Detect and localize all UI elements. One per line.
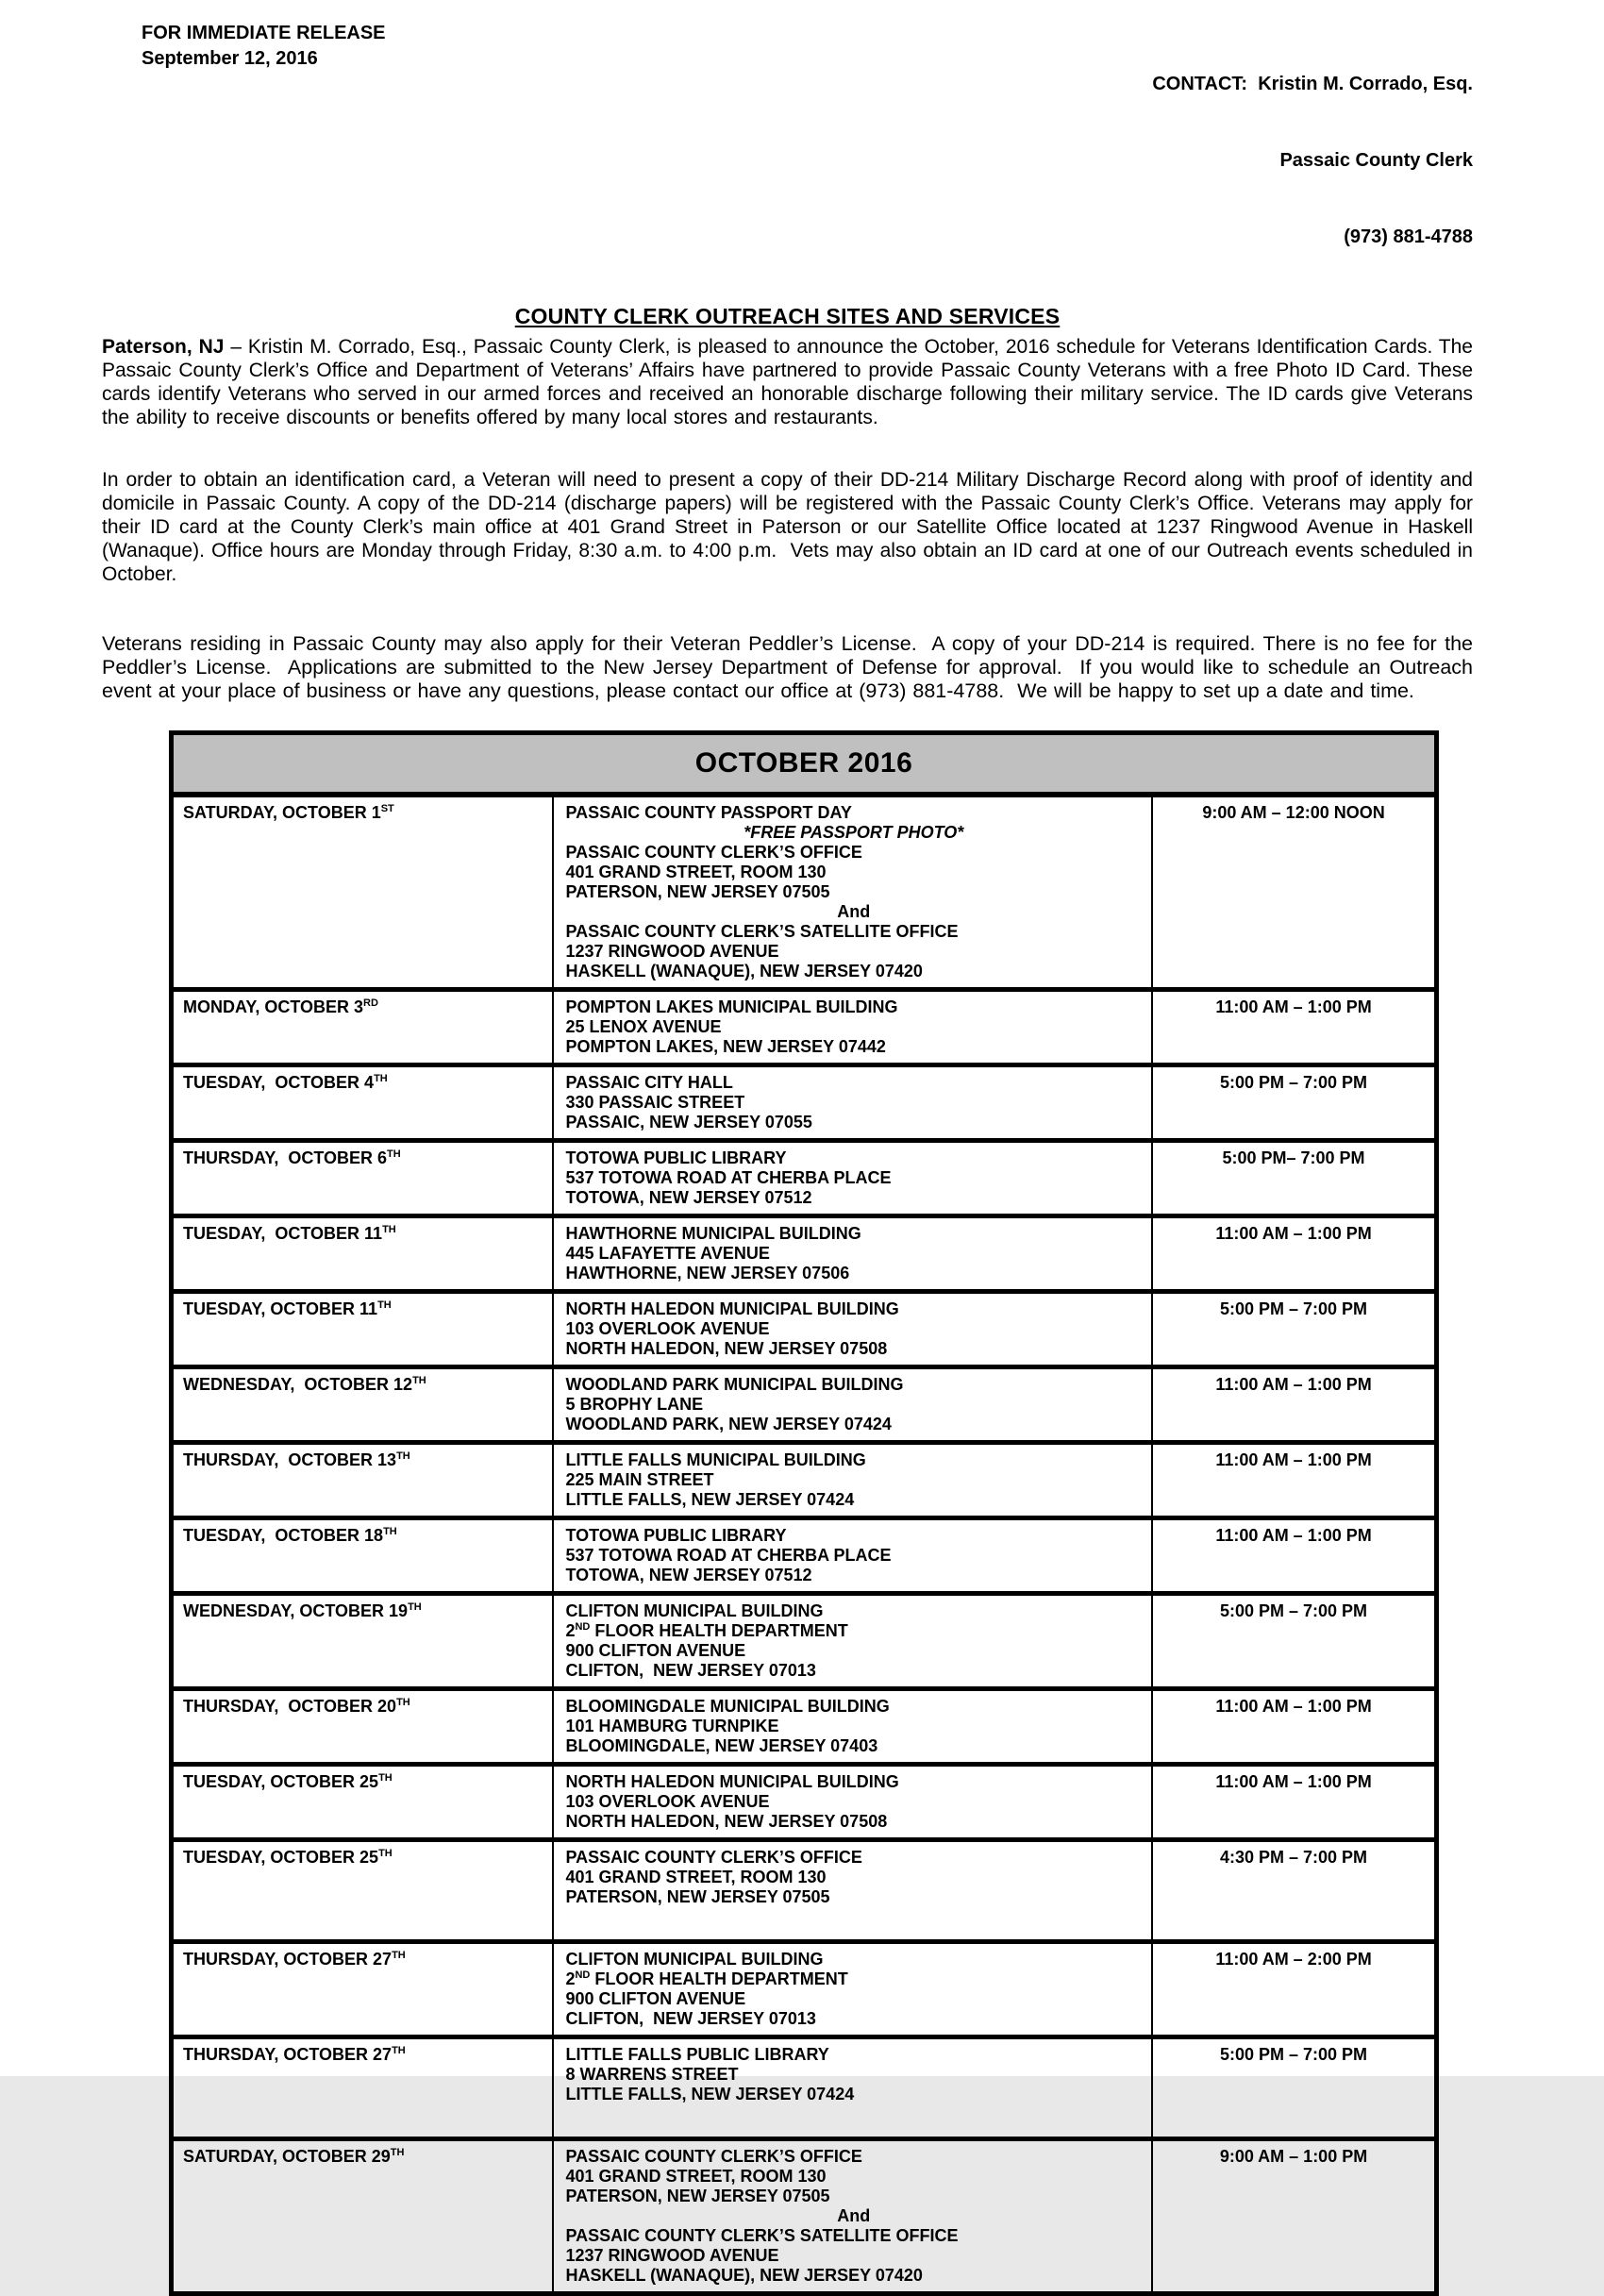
- location-line: 25 LENOX AVENUE: [565, 1017, 722, 1036]
- location-line: LITTLE FALLS MUNICIPAL BUILDING: [565, 1450, 866, 1469]
- contact-block: [1152, 21, 1473, 301]
- event-time-cell: 11:00 AM – 2:00 PM: [1215, 1950, 1372, 1969]
- table-row: [174, 1516, 1434, 1591]
- event-location-cell: [554, 2141, 1153, 2291]
- event-location-cell: [554, 1944, 1153, 2035]
- page-title: COUNTY CLERK OUTREACH SITES AND SERVICES: [514, 304, 1061, 328]
- table-row: [174, 987, 1434, 1063]
- event-time-cell: 5:00 PM – 7:00 PM: [1219, 1299, 1368, 1318]
- event-location-cell: [554, 1143, 1153, 1214]
- schedule-rows: [174, 797, 1434, 2291]
- event-date-cell: WEDNESDAY, OCTOBER 19TH: [174, 1596, 554, 1686]
- intro-paragraph: Paterson, NJ – Kristin M. Corrado, Esq., Passaic County Clerk, is pleased to announce the October, 2016 schedule for Veterans Identification Cards. The Passaic County Clerk’s Office and Department of Veterans’ Affairs have partnered to provide Passaic County Veterans with a free Photo ID Card. These cards identify Veterans who served in our armed forces and received an honorable discharge following their military service. The ID cards give Veterans the ability to receive discounts or benefits offered by many local stores and restaurants.: [102, 336, 1479, 428]
- location-line: WOODLAND PARK, NEW JERSEY 07424: [565, 1415, 892, 1433]
- event-location-cell: [554, 1767, 1153, 1837]
- contact-label: CONTACT:: [1152, 74, 1248, 94]
- location-line: LITTLE FALLS, NEW JERSEY 07424: [565, 2085, 855, 2103]
- event-date-cell: THURSDAY, OCTOBER 20TH: [174, 1691, 554, 1762]
- location-line: And: [837, 902, 871, 921]
- contact-line: [1152, 72, 1473, 97]
- location-line: PASSAIC COUNTY PASSPORT DAY: [565, 803, 852, 822]
- location-line: PATERSON, NEW JERSEY 07505: [565, 2187, 830, 2205]
- location-line: 330 PASSAIC STREET: [565, 1093, 745, 1112]
- event-time-cell: 9:00 AM – 1:00 PM: [1219, 2147, 1368, 2166]
- location-line: LITTLE FALLS PUBLIC LIBRARY: [565, 2045, 829, 2064]
- table-row: [174, 1686, 1434, 1762]
- table-row: [174, 1837, 1434, 1939]
- location-line: TOTOWA, NEW JERSEY 07512: [565, 1566, 812, 1584]
- location-line: 401 GRAND STREET, ROOM 130: [565, 2167, 827, 2186]
- location-line: And: [837, 2206, 871, 2225]
- location-line: 225 MAIN STREET: [565, 1470, 714, 1489]
- location-line: 537 TOTOWA ROAD AT CHERBA PLACE: [565, 1546, 892, 1565]
- location-line: 445 LAFAYETTE AVENUE: [565, 1244, 770, 1263]
- location-line: HASKELL (WANAQUE), NEW JERSEY 07420: [565, 2266, 923, 2285]
- location-line: 1237 RINGWOOD AVENUE: [565, 942, 779, 961]
- event-location-cell: [554, 797, 1153, 987]
- location-line: 2ND FLOOR HEALTH DEPARTMENT: [565, 1621, 848, 1640]
- peddler-license-paragraph: Veterans residing in Passaic County may also apply for their Veteran Peddler’s License. A copy of your DD-214 is required. There is no fee for the Peddler’s License. Applications are submitted to the New Jersey Department of Defense for approval. If you would like to schedule an Outreach event at your place of business or have any questions, please contact our office at (973) 881-4788. We will be happy to set up a date and time.: [102, 632, 1479, 702]
- location-line: TOTOWA, NEW JERSEY 07512: [565, 1188, 812, 1207]
- table-row: [174, 2137, 1434, 2291]
- location-line: HAWTHORNE MUNICIPAL BUILDING: [565, 1224, 861, 1243]
- event-date-cell: TUESDAY, OCTOBER 11TH: [174, 1294, 554, 1365]
- location-line: 401 GRAND STREET, ROOM 130: [565, 863, 827, 881]
- location-line: CLIFTON MUNICIPAL BUILDING: [565, 1601, 824, 1620]
- location-line: 1237 RINGWOOD AVENUE: [565, 2246, 779, 2265]
- release-line: FOR IMMEDIATE RELEASE: [142, 23, 386, 43]
- location-line: CLIFTON MUNICIPAL BUILDING: [565, 1950, 824, 1969]
- event-location-cell: [554, 1691, 1153, 1762]
- location-line: 103 OVERLOOK AVENUE: [565, 1792, 770, 1811]
- event-time-cell: 9:00 AM – 12:00 NOON: [1202, 803, 1385, 822]
- table-row: [174, 797, 1434, 987]
- event-time-cell: 11:00 AM – 1:00 PM: [1215, 1224, 1372, 1243]
- table-row: [174, 1138, 1434, 1214]
- location-line: 537 TOTOWA ROAD AT CHERBA PLACE: [565, 1168, 892, 1187]
- event-location-cell: [554, 2039, 1153, 2137]
- event-location-cell: [554, 1294, 1153, 1365]
- location-line: PASSAIC COUNTY CLERK’S OFFICE: [565, 843, 862, 862]
- event-time-cell: 5:00 PM – 7:00 PM: [1219, 2045, 1368, 2064]
- event-time-cell: 11:00 AM – 1:00 PM: [1215, 1772, 1372, 1791]
- event-date-cell: TUESDAY, OCTOBER 4TH: [174, 1067, 554, 1138]
- event-date-cell: SATURDAY, OCTOBER 1ST: [174, 797, 554, 987]
- location-line: *FREE PASSPORT PHOTO*: [744, 823, 964, 842]
- event-location-cell: [554, 1067, 1153, 1138]
- location-line: 2ND FLOOR HEALTH DEPARTMENT: [565, 1969, 848, 1988]
- location-line: PASSAIC COUNTY CLERK’S OFFICE: [565, 2147, 862, 2166]
- location-line: 101 HAMBURG TURNPIKE: [565, 1717, 779, 1735]
- event-date-cell: THURSDAY, OCTOBER 27TH: [174, 2039, 554, 2137]
- location-line: HAWTHORNE, NEW JERSEY 07506: [565, 1264, 850, 1282]
- event-date-cell: WEDNESDAY, OCTOBER 12TH: [174, 1369, 554, 1440]
- location-line: NORTH HALEDON MUNICIPAL BUILDING: [565, 1772, 899, 1791]
- event-date-cell: THURSDAY, OCTOBER 6TH: [174, 1143, 554, 1214]
- location-line: 900 CLIFTON AVENUE: [565, 1641, 746, 1660]
- table-row: [174, 1289, 1434, 1365]
- table-row: [174, 2035, 1434, 2137]
- event-location-cell: [554, 1520, 1153, 1591]
- contact-org: Passaic County Clerk: [1279, 150, 1473, 171]
- table-row: [174, 1214, 1434, 1289]
- dateline: Paterson, NJ: [102, 336, 225, 358]
- location-line: PASSAIC COUNTY CLERK’S OFFICE: [565, 1848, 862, 1867]
- table-row: [174, 1591, 1434, 1686]
- id-card-paragraph: In order to obtain an identification card, a Veteran will need to present a copy of their DD-214 Military Discharge Record along with proof of identity and domicile in Passaic County. A copy of the DD-214 (discharge papers) will be registered with the Passaic County Clerk’s Office. Veterans may apply for their ID card at the County Clerk’s main office at 401 Grand Street in Paterson or our Satellite Office located at 1237 Ringwood Avenue in Haskell (Wanaque). Office hours are Monday through Friday, 8:30 a.m. to 4:00 p.m. Vets may also obtain an ID card at one of our Outreach events scheduled in October.: [102, 469, 1479, 585]
- location-line: PASSAIC COUNTY CLERK’S SATELLITE OFFICE: [565, 922, 959, 941]
- event-location-cell: [554, 1842, 1153, 1939]
- event-time-cell: 5:00 PM – 7:00 PM: [1219, 1601, 1368, 1620]
- location-line: NORTH HALEDON, NEW JERSEY 07508: [565, 1812, 888, 1831]
- location-line: LITTLE FALLS, NEW JERSEY 07424: [565, 1490, 855, 1509]
- location-line: PATERSON, NEW JERSEY 07505: [565, 882, 830, 901]
- location-line: CLIFTON, NEW JERSEY 07013: [565, 1661, 816, 1680]
- event-date-cell: TUESDAY, OCTOBER 25TH: [174, 1767, 554, 1837]
- masthead: [102, 21, 1473, 301]
- event-location-cell: [554, 992, 1153, 1063]
- event-time-cell: 4:30 PM – 7:00 PM: [1219, 1848, 1368, 1867]
- event-date-cell: TUESDAY, OCTOBER 18TH: [174, 1520, 554, 1591]
- location-line: HASKELL (WANAQUE), NEW JERSEY 07420: [565, 962, 923, 980]
- table-row: [174, 1939, 1434, 2035]
- location-line: POMPTON LAKES MUNICIPAL BUILDING: [565, 997, 898, 1016]
- location-line: 5 BROPHY LANE: [565, 1395, 704, 1414]
- event-location-cell: [554, 1218, 1153, 1289]
- event-date-cell: THURSDAY, OCTOBER 27TH: [174, 1944, 554, 2035]
- event-time-cell: 11:00 AM – 1:00 PM: [1215, 997, 1372, 1016]
- location-line: PASSAIC COUNTY CLERK’S SATELLITE OFFICE: [565, 2226, 959, 2245]
- table-row: [174, 1365, 1434, 1440]
- release-date: September 12, 2016: [142, 48, 318, 69]
- table-row: [174, 1762, 1434, 1837]
- location-line: TOTOWA PUBLIC LIBRARY: [565, 1526, 787, 1545]
- table-row: [174, 1440, 1434, 1516]
- event-time-cell: 11:00 AM – 1:00 PM: [1215, 1697, 1372, 1716]
- event-date-cell: MONDAY, OCTOBER 3RD: [174, 992, 554, 1063]
- month-header: OCTOBER 2016: [174, 735, 1434, 797]
- location-line: WOODLAND PARK MUNICIPAL BUILDING: [565, 1375, 904, 1394]
- location-line: PATERSON, NEW JERSEY 07505: [565, 1887, 830, 1906]
- location-line: POMPTON LAKES, NEW JERSEY 07442: [565, 1037, 886, 1056]
- location-line: TOTOWA PUBLIC LIBRARY: [565, 1148, 787, 1167]
- location-line: BLOOMINGDALE MUNICIPAL BUILDING: [565, 1697, 890, 1716]
- location-line: 103 OVERLOOK AVENUE: [565, 1319, 770, 1338]
- event-time-cell: 5:00 PM– 7:00 PM: [1222, 1148, 1365, 1167]
- release-block: [142, 21, 386, 301]
- event-date-cell: TUESDAY, OCTOBER 25TH: [174, 1842, 554, 1939]
- location-line: 900 CLIFTON AVENUE: [565, 1989, 746, 2008]
- location-line: CLIFTON, NEW JERSEY 07013: [565, 2009, 816, 2028]
- event-date-cell: THURSDAY, OCTOBER 13TH: [174, 1445, 554, 1516]
- location-line: PASSAIC CITY HALL: [565, 1073, 733, 1092]
- event-location-cell: [554, 1445, 1153, 1516]
- location-line: BLOOMINGDALE, NEW JERSEY 07403: [565, 1736, 878, 1755]
- event-time-cell: 11:00 AM – 1:00 PM: [1215, 1450, 1372, 1469]
- location-line: 8 WARRENS STREET: [565, 2065, 739, 2084]
- outreach-schedule-table: [169, 730, 1439, 2296]
- contact-phone: (973) 881-4788: [1344, 226, 1473, 247]
- location-line: NORTH HALEDON, NEW JERSEY 07508: [565, 1339, 888, 1358]
- event-time-cell: 5:00 PM – 7:00 PM: [1219, 1073, 1368, 1092]
- event-time-cell: 11:00 AM – 1:00 PM: [1215, 1375, 1372, 1394]
- location-line: PASSAIC, NEW JERSEY 07055: [565, 1113, 812, 1131]
- event-location-cell: [554, 1596, 1153, 1686]
- event-date-cell: SATURDAY, OCTOBER 29TH: [174, 2141, 554, 2291]
- table-row: [174, 1063, 1434, 1138]
- event-date-cell: TUESDAY, OCTOBER 11TH: [174, 1218, 554, 1289]
- location-line: 401 GRAND STREET, ROOM 130: [565, 1868, 827, 1886]
- contact-name: Kristin M. Corrado, Esq.: [1258, 74, 1473, 94]
- event-time-cell: 11:00 AM – 1:00 PM: [1215, 1526, 1372, 1545]
- event-location-cell: [554, 1369, 1153, 1440]
- location-line: NORTH HALEDON MUNICIPAL BUILDING: [565, 1299, 899, 1318]
